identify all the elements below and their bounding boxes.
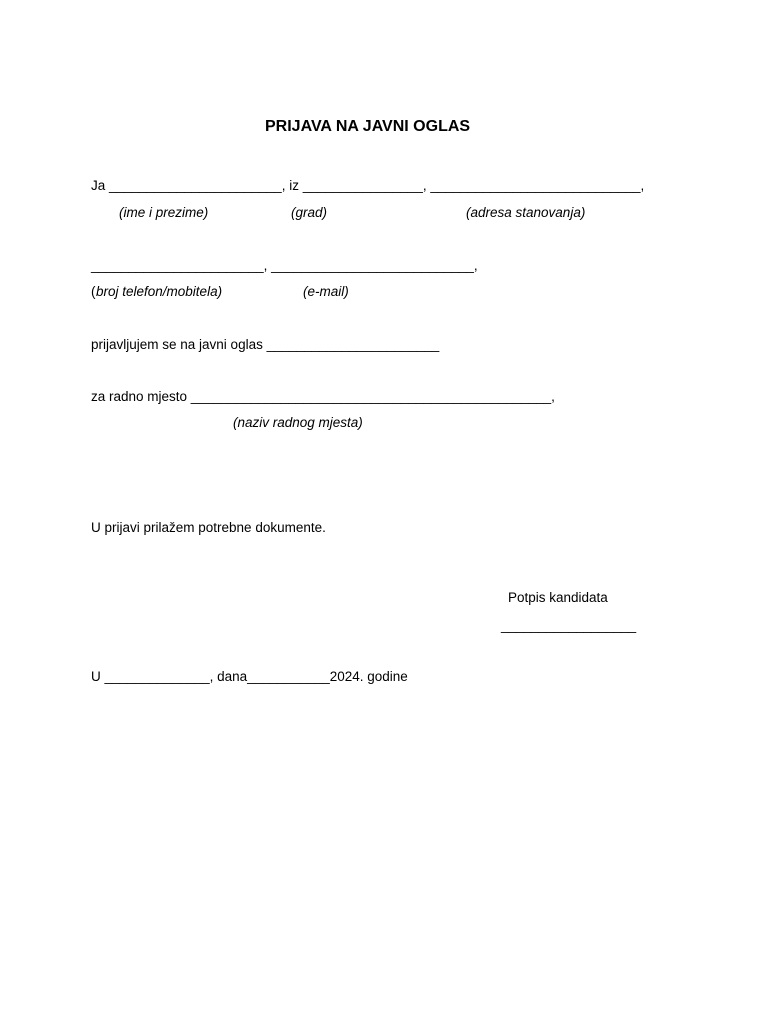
caption-city: (grad) <box>291 205 328 220</box>
documents-note: U prijavi prilažem potrebne dokumente. <box>91 520 326 535</box>
public-notice-line: prijavljujem se na javni oglas _______________________ <box>91 337 440 352</box>
caption-phone-paren: ( <box>91 284 96 299</box>
caption-address: (adresa stanovanja) <box>466 205 586 220</box>
signature-line: __________________ <box>501 618 637 633</box>
signature-label: Potpis kandidata <box>508 590 608 605</box>
phone-email-line: _______________________, ___________________________, <box>91 258 478 273</box>
caption-position: (naziv radnog mjesta) <box>233 415 363 430</box>
caption-name: (ime i prezime) <box>119 205 209 220</box>
position-line: za radno mjesto ________________________________________________, <box>91 389 555 404</box>
caption-email: (e-mail) <box>303 284 349 299</box>
caption-phone: broj telefon/mobitela) <box>96 284 223 299</box>
document-title: PRIJAVA NA JAVNI OGLAS <box>265 118 471 135</box>
place-date-line: U ______________, dana___________2024. godine <box>91 669 408 684</box>
name-city-address-line: Ja _______________________, iz ________________, ____________________________, <box>91 178 645 193</box>
